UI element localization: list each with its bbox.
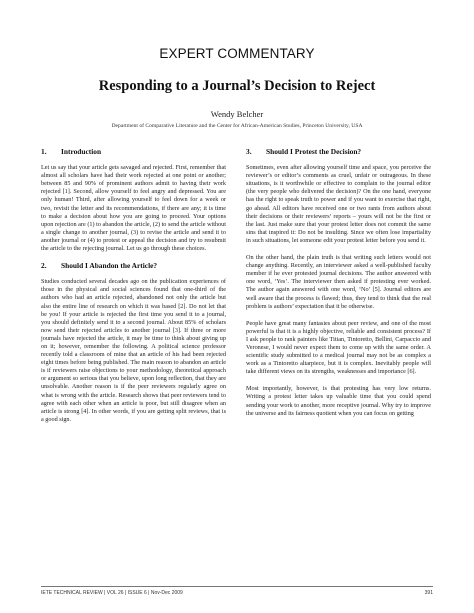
author-affiliation: Department of Comparative Literature and the Center for African-American Studies, Princeton University, USA [111,123,363,129]
left-column [41,148,226,433]
body-paragraph: Studies conducted several decades ago on the publication experiences of those in the physical and social sciences found that one-third of the authors who had an article rejected, abandoned not only the article but also the entire line of research on which it was based [2]. Do not let that be you! If your article is rejected the first time you send it to a journal, you should definitely send it to a second journal. About 85% of scholars now send their rejected articles to another journal [3]. If three or more journals have rejected the article, it may be time to think about giving up on it; however, remember the following. A political science professor recently told a classroom of mine that an article of his had been rejected eight times before being published. The main reason to abandon an article is if reviewers raise objections to your methodology, theoretical approach or argument so serious that you believe, upon long reflection, that they are unsolvable. Another reason is if the peer reviewers regularly agree on what is wrong with the article. Research shows that peer reviewers tend to agree with each other when an article is poor, but still disagree when an article is strong [4]. In other words, if you are getting split reviews, that is a good sign. [41,278,226,423]
section-heading-abandon [41,262,226,270]
page-number: 391 [424,590,433,596]
article-title: Responding to a Journal’s Decision to Reject [98,78,376,94]
section-heading-introduction [41,148,226,156]
section-title: Should I Abandon the Article? [61,261,158,271]
section-number: 2. [41,261,47,271]
body-paragraph: Sometimes, even after allowing yourself time and space, you perceive the reviewer’s or editor’s comments as cruel, unfair or outrageous. In these situations, is it worthwhile or effective to complain to the journal editor (the very people who delivered the decision)? On the one hand, everyone has the right to speak truth to power and if you want to exercise that right, go ahead. All editors have received one or two rants from authors about their decisions or their reviewers’ reports – yours will not be the first or the last. Just make sure that your protest letter does not commit the same sins that inspired it: Do not be insulting. Since we often lose impartiality in such situations, let someone edit your protest letter before you send it. [246,164,431,244]
section-title: Should I Protest the Decision? [266,147,362,156]
section-number: 3. [246,147,252,156]
page-footer [41,586,433,599]
section-heading-protest [246,148,431,156]
body-paragraph: Most importantly, however, is that protesting has very low returns. Writing a protest letter takes up valuable time that you could spend sending your work to another, more receptive journal. Why try to improve the universe and its fairness quotient when you can focus on getting [246,385,431,417]
body-paragraph: Let us say that your article gets savaged and rejected. First, remember that almost all scholars have had their work rejected at one point or another; between 85 and 90% of prominent authors admit to having their work rejected [1]. Second, allow yourself to feel angry and depressed. You are only human! Third, after allowing yourself to feel down for a week or two, revisit the letter and its recommendations, if there are any; it is time to make a decision about how you are going to proceed. Your options upon rejection are (1) to abandon the article, (2) to send the article without a single change to another journal, (3) to revise the article and send it to another journal or (4) to protest or appeal the decision and try to resubmit the article to the rejecting journal. Let us go through these choices. [41,164,226,253]
section-number: 1. [41,147,47,156]
journal-citation: IETE TECHNICAL REVIEW | VOL 26 | ISSUE 6 | Nov-Dec 2009 [41,590,183,596]
body-paragraph: On the other hand, the plain truth is that writing such letters would not change anything. Recently, an interviewer asked a well-published faculty member if he ever protested journal decisions. The author answered with one word, ‘Yes’. The interviewer then asked if protesting ever worked. The author again answered with one word, ‘No’ [5]. Journal editors are well aware that the process is flawed; thus, they tend to think that the real problem is authors’ expectation that it be otherwise. [246,254,431,310]
author-name: Wendy Belcher [210,109,264,119]
right-column [246,148,431,427]
section-title: Introduction [61,147,102,156]
article-kicker: EXPERT COMMENTARY [159,46,315,61]
body-paragraph: People have great many fantasies about peer review, and one of the most powerful is that it is a highly objective, reliable and consistent process? If I ask people to rank painters like Titian, Tintoretto, Bellini, Carpaccio and Veronese, I would never expect them to come up with the same order. A scientific study submitted to a medical journal may not be as complex a work as a Tintoretto altarpiece, but it is complex. Inevitably people will take different views on its strengths, weaknesses and importance [6]. [246,319,431,376]
